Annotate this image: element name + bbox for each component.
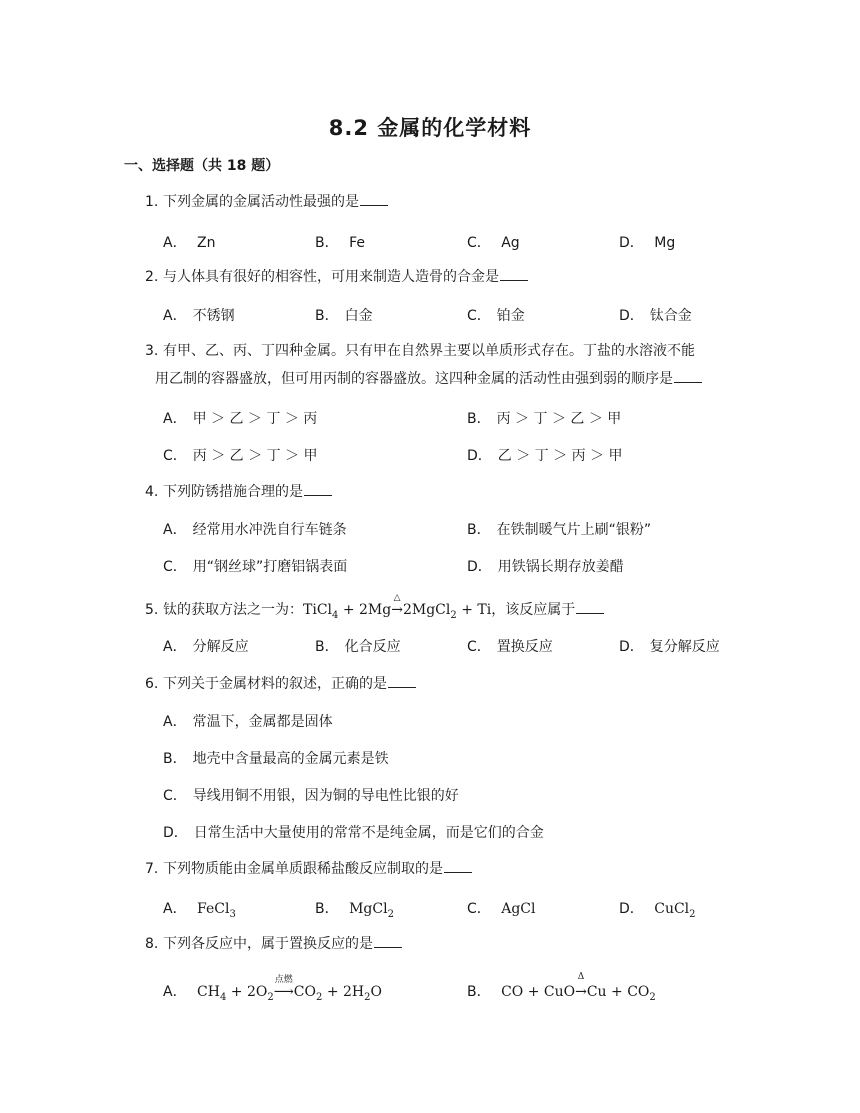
question-text: 钛的获取方法之一为： [163,602,303,618]
question-2 [145,263,528,291]
option-b[interactable]: B． 丙 ＞ 丁 ＞ 乙 ＞ 甲 [467,411,622,427]
option-d[interactable]: D． CuCl$_2$ [619,901,696,920]
question-number: 4. [145,484,159,500]
question-4 [145,478,332,506]
question-number: 8. [145,936,159,952]
ignite-label: 点燃 [274,975,293,985]
question-text: 与人体具有很好的相容性，可用来制造人造骨的合金是 [163,269,499,285]
answer-blank[interactable] [500,266,528,281]
option-c[interactable]: C． 置换反应 [467,639,553,655]
answer-blank[interactable] [444,858,472,873]
question-text: 下列物质能由金属单质跟稀盐酸反应制取的是 [163,861,443,877]
option-a[interactable]: A． 分解反应 [163,639,249,655]
option-b[interactable]: B． 在铁制暖气片上刷“银粉” [467,522,652,538]
option-a[interactable]: A． 经常用水冲洗自行车链条 [163,522,347,538]
option-b[interactable]: B． CO + CuO Δ $\to Cu + CO_2$ [467,972,656,1003]
option-c[interactable]: C． 铂金 [467,308,525,324]
option-d[interactable]: D． 乙 ＞ 丁 ＞ 丙 ＞ 甲 [467,448,623,464]
option-c[interactable]: C． Ag [467,235,520,251]
question-6 [145,670,416,698]
question-number: 6. [145,676,159,692]
question-text-end: ，该反应属于 [491,602,576,618]
formula: MgCl$_2$ [349,901,394,920]
option-c[interactable]: C． 用“钢丝球”打磨铝锅表面 [163,559,348,575]
option-a[interactable]: A． 不锈钢 [163,308,235,324]
option-c[interactable]: C． 导线用铜不用银，因为铜的导电性比银的好 [163,788,459,804]
option-d[interactable]: D． Mg [619,235,676,251]
question-number: 1. [145,194,159,210]
answer-blank[interactable] [388,673,416,688]
chemical-equation: TiCl$_4$ + 2Mg △ →2MgCl$_2$ + Ti [303,602,491,618]
question-1 [145,188,388,216]
option-b[interactable]: B． 地壳中含量最高的金属元素是铁 [163,751,389,767]
answer-blank[interactable] [374,933,402,948]
option-b[interactable]: B． MgCl$_2$ [315,901,394,920]
formula: FeCl$_3$ [197,901,236,920]
option-a[interactable]: A． $CH_4 + 2O_2$ 点燃 $⟶CO_2 + 2H_2O$ [163,981,382,1003]
option-d[interactable]: D． 复分解反应 [619,639,720,655]
formula: AgCl [501,901,536,917]
option-a[interactable]: A． Zn [163,235,216,251]
answer-blank[interactable] [576,599,604,614]
option-a[interactable]: A． 甲 ＞ 乙 ＞ 丁 ＞ 丙 [163,411,318,427]
question-text: 下列关于金属材料的叙述，正确的是 [163,676,387,692]
option-d[interactable]: D． 钛合金 [619,308,692,324]
option-d[interactable]: D． 用铁锅长期存放姜醋 [467,559,624,575]
option-a[interactable]: A． FeCl$_3$ [163,901,236,920]
heat-symbol: △ [393,593,401,603]
option-c[interactable]: C． AgCl [467,901,536,917]
question-number: 5. [145,602,159,618]
question-5 [145,593,604,630]
question-text: 下列各反应中，属于置换反应的是 [163,936,373,952]
question-3 [145,337,735,393]
question-text: 下列金属的金属活动性最强的是 [163,194,359,210]
option-d[interactable]: D． 日常生活中大量使用的常常不是纯金属，而是它们的合金 [163,825,544,841]
answer-blank[interactable] [304,481,332,496]
option-b[interactable]: B． Fe [315,235,365,251]
question-number: 3. [145,343,159,359]
question-text-line-2: 用乙制的容器盛放，但可用丙制的容器盛放。这四种金属的活动性由强到弱的顺序是 [155,371,673,387]
page-title: 8.2 金属的化学材料 [328,116,532,140]
option-a[interactable]: A． 常温下，金属都是固体 [163,714,333,730]
question-number: 2. [145,269,159,285]
option-b[interactable]: B． 白金 [315,308,373,324]
chemical-equation: CO + CuO Δ $\to Cu + CO_2$ [501,972,656,1003]
option-b[interactable]: B． 化合反应 [315,639,401,655]
question-7 [145,855,472,883]
question-text: 下列防锈措施合理的是 [163,484,303,500]
question-8 [145,930,402,958]
answer-blank[interactable] [674,368,702,383]
chemical-equation: $CH_4 + 2O_2$ 点燃 $⟶CO_2 + 2H_2O$ [197,984,382,1000]
heat-symbol: Δ [577,972,585,982]
question-number: 7. [145,861,159,877]
answer-blank[interactable] [360,191,388,206]
option-c[interactable]: C． 丙 ＞ 乙 ＞ 丁 ＞ 甲 [163,448,318,464]
section-heading: 一、选择题（共 18 题） [124,158,280,174]
question-text: 有甲、乙、丙、丁四种金属。只有甲在自然界主要以单质形式存在。丁盐的水溶液不能 [163,343,695,359]
formula: CuCl$_2$ [654,901,696,920]
